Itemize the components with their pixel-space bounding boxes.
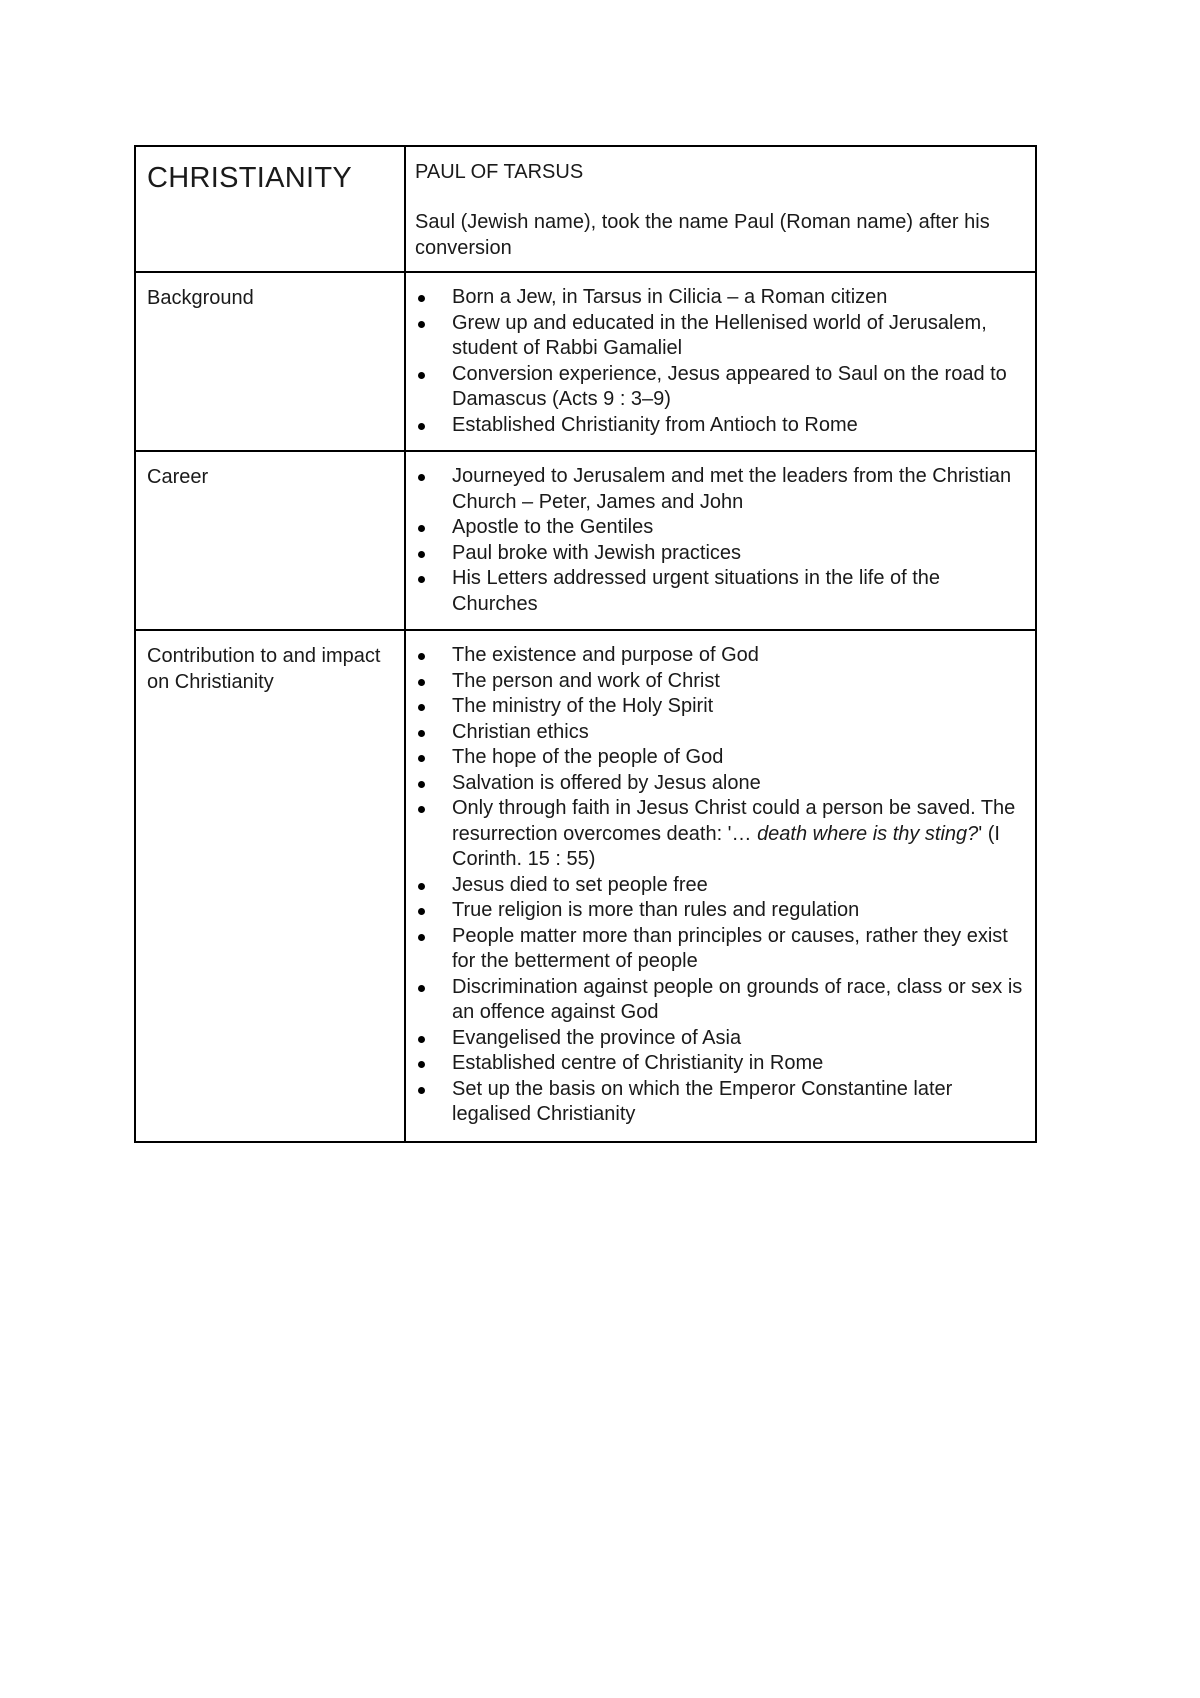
row-content-cell xyxy=(405,630,1036,1142)
faith-ref: ' (I Corinth. 15 : 55) xyxy=(452,822,1000,870)
list-item: Grew up and educated in the Hellenised world of Jerusalem, student of Rabbi Gamaliel xyxy=(415,311,1025,362)
header-subject-cell xyxy=(405,146,1036,272)
list-item: The existence and purpose of God xyxy=(415,643,1025,669)
row-label-cell xyxy=(135,272,405,451)
list-item: Jesus died to set people free xyxy=(415,873,1025,899)
row-content-cell xyxy=(405,451,1036,630)
subject-note: Saul (Jewish name), took the name Paul (Roman name) after his conversion xyxy=(415,211,990,259)
row-label-cell xyxy=(135,451,405,630)
header-title-cell xyxy=(135,146,405,272)
summary-table xyxy=(134,145,1037,1143)
table-row-contribution xyxy=(135,630,1036,1142)
row-content-cell xyxy=(405,272,1036,451)
list-item: People matter more than principles or causes, rather they exist for the betterment of people xyxy=(415,924,1025,975)
background-list xyxy=(415,285,1025,438)
list-item: Apostle to the Gentiles xyxy=(415,515,1025,541)
list-item-faith xyxy=(415,796,1025,873)
table-row-career xyxy=(135,451,1036,630)
list-item: The person and work of Christ xyxy=(415,669,1025,695)
list-item: Established centre of Christianity in Rome xyxy=(415,1051,1025,1077)
row-label-contribution: Contribution to and impact on Christianity xyxy=(147,645,381,693)
subject-title: PAUL OF TARSUS xyxy=(415,161,584,183)
list-item: Discrimination against people on grounds of race, class or sex is an offence against God xyxy=(415,975,1025,1026)
row-label-career: Career xyxy=(147,466,209,488)
career-list xyxy=(415,464,1025,617)
row-label-background: Background xyxy=(147,287,254,309)
list-item: Christian ethics xyxy=(415,720,1025,746)
list-item: Established Christianity from Antioch to Rome xyxy=(415,413,1025,439)
row-label-cell xyxy=(135,630,405,1142)
document-title: CHRISTIANITY xyxy=(147,162,352,194)
list-item: Conversion experience, Jesus appeared to Saul on the road to Damascus (Acts 9 : 3–9) xyxy=(415,362,1025,413)
list-item: The ministry of the Holy Spirit xyxy=(415,694,1025,720)
table-row-background xyxy=(135,272,1036,451)
list-item: Salvation is offered by Jesus alone xyxy=(415,771,1025,797)
faith-lead: Only through faith in Jesus Christ could a person be saved. The resurrection overcomes death: '… xyxy=(452,797,1016,845)
header-row xyxy=(135,146,1036,272)
list-item: The hope of the people of God xyxy=(415,745,1025,771)
list-item: Born a Jew, in Tarsus in Cilicia – a Roman citizen xyxy=(415,285,1025,311)
list-item: Evangelised the province of Asia xyxy=(415,1026,1025,1052)
list-item: True religion is more than rules and regulation xyxy=(415,898,1025,924)
list-item: Journeyed to Jerusalem and met the leaders from the Christian Church – Peter, James and John xyxy=(415,464,1025,515)
list-item: His Letters addressed urgent situations in the life of the Churches xyxy=(415,566,1025,617)
contribution-list xyxy=(415,643,1025,1128)
list-item: Paul broke with Jewish practices xyxy=(415,541,1025,567)
list-item: Set up the basis on which the Emperor Constantine later legalised Christianity xyxy=(415,1077,1025,1128)
faith-quote: death where is thy sting? xyxy=(757,822,979,845)
